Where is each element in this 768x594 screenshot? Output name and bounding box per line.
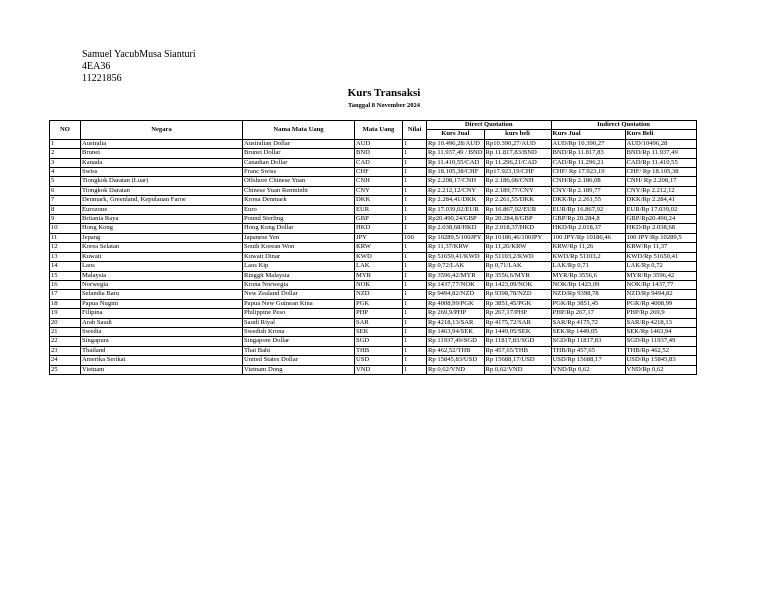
table-row	[50, 177, 697, 186]
cell-indirect-kurs-beli: LAK/Rp 0,72	[625, 262, 696, 271]
cell-indirect-kurs-beli: PHP/Rp 269,9	[625, 309, 696, 318]
cell-direct-kurs-jual: Rp 1463,94/SEK	[427, 327, 485, 336]
cell-nama-mata-uang: United States Dollar	[243, 356, 355, 365]
cell-no: 3	[50, 158, 81, 167]
cell-no: 23	[50, 346, 81, 355]
cell-direct-kurs-jual: Rp 2.212,12/CNY	[427, 186, 485, 195]
cell-indirect-kurs-beli: NZD/Rp 9494,82	[625, 290, 696, 299]
cell-no: 15	[50, 271, 81, 280]
cell-mata-uang: VND	[355, 365, 403, 374]
table-row	[50, 356, 697, 365]
cell-direct-kurs-beli: Rp 2.186,08/CNH	[484, 177, 551, 186]
cell-direct-kurs-jual: Rp 4008,99/PGK	[427, 299, 485, 308]
cell-direct-kurs-jual: Rp 0,62/VND	[427, 365, 485, 374]
cell-no: 11	[50, 233, 81, 242]
cell-nama-mata-uang: Krona Denmark	[243, 196, 355, 205]
cell-direct-kurs-jual: Rp 1437,77/NOK	[427, 280, 485, 289]
cell-negara: Singapura	[81, 337, 243, 346]
cell-no: 18	[50, 299, 81, 308]
cell-direct-kurs-beli: Rp 15688,17/USD	[484, 356, 551, 365]
cell-indirect-kurs-beli: EUR/Rp 17.039,02	[625, 205, 696, 214]
cell-indirect-kurs-jual: PHP/Rp 267,17	[551, 309, 625, 318]
cell-indirect-kurs-jual: KWD/Rp 51103,2	[551, 252, 625, 261]
cell-mata-uang: THB	[355, 346, 403, 355]
cell-negara: Denmark, Greenland, Kepulauan Faroe	[81, 196, 243, 205]
table-row	[50, 262, 697, 271]
cell-indirect-kurs-jual: AUD/Rp 10.390,27	[551, 139, 625, 148]
cell-indirect-kurs-jual: CHF/ Rp 17.923,19	[551, 168, 625, 177]
cell-direct-kurs-jual: Rp 11.937,49 / BND	[428, 149, 483, 157]
cell-nama-mata-uang: Papua New Guinean Kina	[243, 299, 355, 308]
cell-nilai: 1	[403, 356, 427, 365]
table-row	[50, 318, 697, 327]
cell-no: 21	[50, 327, 81, 336]
cell-indirect-kurs-jual: BND/Rp 11.817,83	[551, 149, 625, 158]
cell-negara: Kuwait	[81, 252, 243, 261]
cell-mata-uang: GBP	[355, 215, 403, 224]
cell-negara: Tiongkok Daratan	[81, 186, 243, 195]
cell-negara: Norwegia	[81, 280, 243, 289]
cell-direct-kurs-jual: Rp 0,72/LAK	[427, 262, 485, 271]
author-npm: 11221856	[82, 73, 122, 84]
cell-indirect-kurs-jual: DKK/Rp 2.261,55	[551, 196, 625, 205]
cell-negara: Korea Selatan	[81, 243, 243, 252]
cell-indirect-kurs-beli: KRW/Rp 11,37	[625, 243, 696, 252]
cell-negara: Laos	[81, 262, 243, 271]
cell-nilai: 1	[403, 177, 427, 186]
cell-negara: Filipina	[81, 309, 243, 318]
cell-mata-uang: USD	[355, 356, 403, 365]
cell-negara: Eurozone	[81, 205, 243, 214]
table-body	[50, 139, 697, 374]
cell-direct-kurs-beli: Rp 51103,2/KWD	[484, 252, 551, 261]
table-row	[50, 346, 697, 355]
cell-nama-mata-uang: Pound Sterling	[243, 215, 355, 224]
cell-direct-kurs-beli: Rp 2.261,55/DKK	[484, 196, 551, 205]
header-indirect-kurs-beli: Kurs Beli	[625, 130, 696, 139]
cell-negara: Selandia Baru	[81, 290, 243, 299]
cell-negara: Jepang	[81, 233, 243, 242]
table-row	[50, 290, 697, 299]
author-name: Samuel YacubMusa Sianturi	[82, 49, 196, 60]
cell-no: 1	[50, 139, 81, 148]
cell-nama-mata-uang: Canadian Dollar	[243, 158, 355, 167]
cell-direct-kurs-jual: Rp 11,37/KRW	[427, 243, 485, 252]
cell-mata-uang: EUR	[355, 205, 403, 214]
cell-direct-kurs-beli: Rp 0,62/VND	[484, 365, 551, 374]
cell-direct-kurs-jual: Rp 11937,49/SGD	[427, 337, 485, 346]
cell-nilai: 1	[403, 186, 427, 195]
cell-negara: Swiss	[81, 168, 243, 177]
cell-nilai: 1	[403, 346, 427, 355]
cell-mata-uang: SAR	[355, 318, 403, 327]
cell-negara: Australia	[81, 139, 243, 148]
table-row	[50, 337, 697, 346]
cell-no: 20	[50, 318, 81, 327]
cell-nama-mata-uang: Krona Norwegia	[243, 280, 355, 289]
cell-indirect-kurs-beli: CNH/ Rp 2.208,17	[625, 177, 696, 186]
cell-indirect-kurs-jual: GBP/Rp 20.284,8	[551, 215, 625, 224]
cell-nilai: 1	[403, 327, 427, 336]
cell-indirect-kurs-jual: SEK/Rp 1449,05	[551, 327, 625, 336]
cell-indirect-kurs-jual: NZD/Rp 9398,78	[551, 290, 625, 299]
cell-direct-kurs-beli: Rp 11.296,21/CAD	[484, 158, 551, 167]
cell-negara: Brunei	[81, 149, 243, 158]
cell-negara: Tiongkok Daratan (Luar)	[81, 177, 243, 186]
cell-direct-kurs-jual: Rp 10289,5/100JPY	[427, 233, 485, 242]
cell-direct-kurs-beli: Rp 11817,83/SGD	[484, 337, 551, 346]
cell-indirect-kurs-beli: CNY/Rp 2.212,12	[625, 186, 696, 195]
cell-nama-mata-uang: Franc Swiss	[243, 168, 355, 177]
cell-direct-kurs-jual: Rp 2.038,68/HKD	[427, 224, 485, 233]
cell-mata-uang: PGK	[355, 299, 403, 308]
table-row	[50, 271, 697, 280]
cell-negara: Swedia	[81, 327, 243, 336]
header-nama-mata-uang: Nama Mata Uang	[243, 121, 355, 140]
cell-nilai: 1	[403, 299, 427, 308]
cell-no: 9	[50, 215, 81, 224]
table-row	[50, 243, 697, 252]
table-row	[50, 215, 697, 224]
exchange-rate-table	[49, 120, 697, 375]
cell-nama-mata-uang: New Zealand Dollar	[243, 290, 355, 299]
table-row	[50, 168, 697, 177]
header-direct-kurs-beli: kurs beli	[484, 130, 551, 139]
cell-indirect-kurs-jual: MYR/Rp 3556,6	[551, 271, 625, 280]
cell-mata-uang: NZD	[355, 290, 403, 299]
cell-no: 14	[50, 262, 81, 271]
cell-no: 19	[50, 309, 81, 318]
cell-indirect-kurs-beli: NOK/Rp 1437,77	[625, 280, 696, 289]
cell-nama-mata-uang: Offshore Chinese Yuan	[243, 177, 355, 186]
cell-negara: Malaysia	[81, 271, 243, 280]
cell-nama-mata-uang: Japanese Yen	[243, 233, 355, 242]
cell-direct-kurs-beli: Rp 3556,6/MYR	[484, 271, 551, 280]
cell-mata-uang: KRW	[355, 243, 403, 252]
cell-direct-kurs-beli: Rp 267,17/PHP	[484, 309, 551, 318]
cell-negara: Thailand	[81, 346, 243, 355]
cell-indirect-kurs-beli: KWD/Rp 51650,41	[625, 252, 696, 261]
cell-direct-kurs-beli: Rp 10186,46/100JPY	[484, 233, 551, 242]
table-row	[50, 196, 697, 205]
cell-indirect-kurs-beli: VND/Rp 0,62	[625, 365, 696, 374]
header-direct-quotation: Direct Quotation	[427, 121, 552, 130]
cell-nilai: 1	[403, 205, 427, 214]
cell-nilai: 1	[403, 365, 427, 374]
document-date: Tanggal 8 November 2024	[347, 102, 421, 109]
cell-no: 8	[50, 205, 81, 214]
cell-mata-uang: MYR	[355, 271, 403, 280]
cell-nama-mata-uang: Hong Kong Dollar	[243, 224, 355, 233]
cell-direct-kurs-beli: Rp 2.018,37/HKD	[484, 224, 551, 233]
header-indirect-quotation: Indirect Quotation	[551, 121, 696, 130]
cell-direct-kurs-beli: Rp 11.817,83/BND	[484, 149, 551, 158]
header-mata-uang: Mata Uang	[355, 121, 403, 140]
author-class: 4EA36	[82, 61, 111, 72]
cell-negara: Arab Saudi	[81, 318, 243, 327]
cell-mata-uang: CNH	[355, 177, 403, 186]
cell-direct-kurs-beli: Rp 20.284,8/GBP	[484, 215, 551, 224]
cell-indirect-kurs-jual: CNH/Rp 2.186,08	[551, 177, 625, 186]
cell-indirect-kurs-jual: CAD/Rp 11.296,21	[551, 158, 625, 167]
cell-direct-kurs-beli: Rp10.390,27/AUD	[484, 139, 551, 148]
cell-direct-kurs-jual: Rp 10.496,28/AUD	[427, 139, 485, 148]
cell-nilai: 1	[403, 149, 427, 158]
cell-mata-uang: BND	[355, 149, 403, 158]
cell-indirect-kurs-beli: CAD/Rp 11.410,55	[625, 158, 696, 167]
author-header	[82, 49, 196, 85]
cell-indirect-kurs-jual: PGK/Rp 3851,45	[551, 299, 625, 308]
cell-direct-kurs-jual: Rp 18.105,38/CHF	[427, 168, 485, 177]
cell-nama-mata-uang: Vietnam Dong	[243, 365, 355, 374]
cell-no: 12	[50, 243, 81, 252]
cell-indirect-kurs-beli: SEK/Rp 1463,94	[625, 327, 696, 336]
cell-direct-kurs-jual: Rp 3596,42/MYR	[427, 271, 485, 280]
cell-indirect-kurs-beli: SAR/Rp 4218,13	[625, 318, 696, 327]
table-row	[50, 158, 697, 167]
cell-no: 24	[50, 356, 81, 365]
cell-direct-kurs-beli: Rp 1423,09/NOK	[484, 280, 551, 289]
cell-direct-kurs-jual: Rp 9494,82/NZD	[427, 290, 485, 299]
cell-nama-mata-uang: Saudi Riyal	[243, 318, 355, 327]
cell-indirect-kurs-jual: NOK/Rp 1423,09	[551, 280, 625, 289]
cell-mata-uang: AUD	[355, 139, 403, 148]
cell-mata-uang: HKD	[355, 224, 403, 233]
cell-indirect-kurs-jual: LAK/Rp 0,71	[551, 262, 625, 271]
cell-direct-kurs-beli: Rp 16.867,92/EUR	[484, 205, 551, 214]
cell-mata-uang: SGD	[355, 337, 403, 346]
cell-nama-mata-uang: South Korean Won	[243, 243, 355, 252]
cell-nilai: 1	[403, 243, 427, 252]
cell-indirect-kurs-jual: 100 JPY/Rp 10186,46	[551, 233, 625, 242]
cell-direct-kurs-jual: Rp 11.410,55/CAD	[427, 158, 485, 167]
cell-direct-kurs-beli: Rp 1449,05/SEK	[484, 327, 551, 336]
cell-no: 13	[50, 252, 81, 261]
cell-nama-mata-uang: Singapore Dollar	[243, 337, 355, 346]
cell-indirect-kurs-beli: MYR/Rp 3596,42	[625, 271, 696, 280]
cell-mata-uang: JPY	[355, 233, 403, 242]
header-direct-kurs-jual: Kurs Jual	[427, 130, 485, 139]
cell-direct-kurs-jual: Rp 462,52/THB	[427, 346, 485, 355]
document-title: Kurs Transaksi	[347, 87, 421, 99]
cell-nilai: 100	[403, 233, 427, 242]
cell-mata-uang: DKK	[355, 196, 403, 205]
cell-indirect-kurs-beli: CHF/ Rp 18.105,38	[625, 168, 696, 177]
cell-nilai: 1	[403, 215, 427, 224]
cell-nilai: 1	[403, 290, 427, 299]
cell-nama-mata-uang: Australian Dollar	[243, 139, 355, 148]
table-row	[50, 139, 697, 148]
cell-indirect-kurs-beli: HKD/Rp 2.038,68	[625, 224, 696, 233]
cell-mata-uang: LAK	[355, 262, 403, 271]
cell-no: 2	[50, 149, 81, 158]
cell-no: 6	[50, 186, 81, 195]
cell-nilai: 1	[403, 224, 427, 233]
cell-indirect-kurs-jual: KRW/Rp 11,26	[551, 243, 625, 252]
table-row	[50, 186, 697, 195]
cell-indirect-kurs-jual: SGD/Rp 11817,83	[551, 337, 625, 346]
cell-nilai: 1	[403, 309, 427, 318]
cell-direct-kurs-jual: Rp 2.208,17/CNH	[427, 177, 485, 186]
cell-direct-kurs-jual: Rp 269,9/PHP	[427, 309, 485, 318]
cell-direct-kurs-jual: Rp 17.039,02/EUR	[427, 205, 485, 214]
cell-nama-mata-uang: Brunei Dollar	[243, 149, 355, 158]
cell-direct-kurs-beli: Rp 11,26/KRW	[484, 243, 551, 252]
cell-indirect-kurs-jual: USD/Rp 15688,17	[551, 356, 625, 365]
cell-indirect-kurs-beli: THB/Rp 462,52	[625, 346, 696, 355]
cell-mata-uang: SEK	[355, 327, 403, 336]
table-row	[50, 309, 697, 318]
cell-indirect-kurs-beli: 100 JPY/Rp 10289,5	[625, 233, 696, 242]
header-negara: Negara	[81, 121, 243, 140]
cell-direct-kurs-jual: Rp20.490,24/GBP	[427, 215, 485, 224]
cell-no: 25	[50, 365, 81, 374]
cell-direct-kurs-jual: Rp 15845,83/USD	[427, 356, 485, 365]
cell-direct-kurs-beli: Rp 4175,72/SAR	[484, 318, 551, 327]
cell-nama-mata-uang: Laos Kip	[243, 262, 355, 271]
cell-direct-kurs-jual: Rp 4218,13/SAR	[427, 318, 485, 327]
cell-indirect-kurs-jual: THB/Rp 457,65	[551, 346, 625, 355]
cell-no: 5	[50, 177, 81, 186]
cell-nama-mata-uang: Swedish Krona	[243, 327, 355, 336]
cell-mata-uang: PHP	[355, 309, 403, 318]
cell-nama-mata-uang: Ringgit Malaysia	[243, 271, 355, 280]
cell-negara: Hong Kong	[81, 224, 243, 233]
cell-indirect-kurs-beli: AUD/10496,28	[625, 139, 696, 148]
table-row	[50, 327, 697, 336]
cell-no: 17	[50, 290, 81, 299]
cell-direct-kurs-jual: Rp 51650,41/KWD	[427, 252, 485, 261]
cell-no: 16	[50, 280, 81, 289]
header-indirect-kurs-jual: Kurs Jual	[551, 130, 625, 139]
cell-negara: Vietnam	[81, 365, 243, 374]
table-row	[50, 280, 697, 289]
cell-nilai: 1	[403, 280, 427, 289]
table-row	[50, 299, 697, 308]
cell-no: 22	[50, 337, 81, 346]
cell-indirect-kurs-jual: SAR/Rp 4175,72	[551, 318, 625, 327]
cell-indirect-kurs-jual: HKD/Rp 2.018,37	[551, 224, 625, 233]
table-row	[50, 252, 697, 261]
header-nilai: Nilai	[403, 121, 427, 140]
table-row	[50, 224, 697, 233]
cell-nilai: 1	[403, 139, 427, 148]
cell-nama-mata-uang: Thai Baht	[243, 346, 355, 355]
cell-indirect-kurs-beli: PGK/Rp 4008,99	[625, 299, 696, 308]
cell-direct-kurs-beli: Rp 457,65/THB	[484, 346, 551, 355]
cell-indirect-kurs-beli: DKK/Rp 2.284,41	[625, 196, 696, 205]
cell-mata-uang: KWD	[355, 252, 403, 261]
table-row	[50, 205, 697, 214]
cell-direct-kurs-beli: Rp 0,71/LAK	[484, 262, 551, 271]
cell-mata-uang: CNY	[355, 186, 403, 195]
cell-indirect-kurs-jual: VND/Rp 0,62	[551, 365, 625, 374]
cell-indirect-kurs-beli: USD/Rp 15845,83	[625, 356, 696, 365]
cell-no: 7	[50, 196, 81, 205]
header-no: NO	[50, 121, 81, 140]
cell-direct-kurs-jual: Rp 2.284,41/DKK	[427, 196, 485, 205]
cell-direct-kurs-beli: Rp 3851,45/PGK	[484, 299, 551, 308]
cell-nilai: 1	[403, 318, 427, 327]
cell-negara: Kanada	[81, 158, 243, 167]
table-row	[50, 365, 697, 374]
cell-indirect-kurs-beli: GBP/Rp20.490,24	[625, 215, 696, 224]
cell-nilai: 1	[403, 158, 427, 167]
cell-direct-kurs-beli: Rp17.923,19/CHF	[484, 168, 551, 177]
cell-nilai: 1	[403, 262, 427, 271]
cell-nama-mata-uang: Chinese Yuan Renminbi	[243, 186, 355, 195]
cell-indirect-kurs-jual: EUR/Rp 16.867,92	[551, 205, 625, 214]
cell-nama-mata-uang: Euro	[243, 205, 355, 214]
cell-nilai: 1	[403, 196, 427, 205]
cell-nama-mata-uang: Philippine Peso	[243, 309, 355, 318]
cell-negara: Papua Nugini	[81, 299, 243, 308]
cell-no: 4	[50, 168, 81, 177]
cell-indirect-kurs-beli: BND/Rp 11.937,49	[625, 149, 696, 158]
cell-direct-kurs-beli: Rp 2.189,77/CNY	[484, 186, 551, 195]
cell-mata-uang: CHF	[355, 168, 403, 177]
cell-indirect-kurs-jual: CNY/Rp 2.189,77	[551, 186, 625, 195]
cell-nama-mata-uang: Kuwait Dinar	[243, 252, 355, 261]
cell-nilai: 1	[403, 252, 427, 261]
cell-no: 10	[50, 224, 81, 233]
cell-indirect-kurs-beli: SGD/Rp 11937,49	[625, 337, 696, 346]
table-row	[50, 233, 697, 242]
cell-nilai: 1	[403, 168, 427, 177]
cell-nilai: 1	[403, 337, 427, 346]
cell-mata-uang: NOK	[355, 280, 403, 289]
cell-direct-kurs-beli: Rp 9398,78/NZD	[484, 290, 551, 299]
cell-negara: Amerika Serikat	[81, 356, 243, 365]
cell-mata-uang: CAD	[355, 158, 403, 167]
cell-nilai: 1	[403, 271, 427, 280]
table-row	[50, 149, 697, 158]
cell-negara: Britania Raya	[81, 215, 243, 224]
